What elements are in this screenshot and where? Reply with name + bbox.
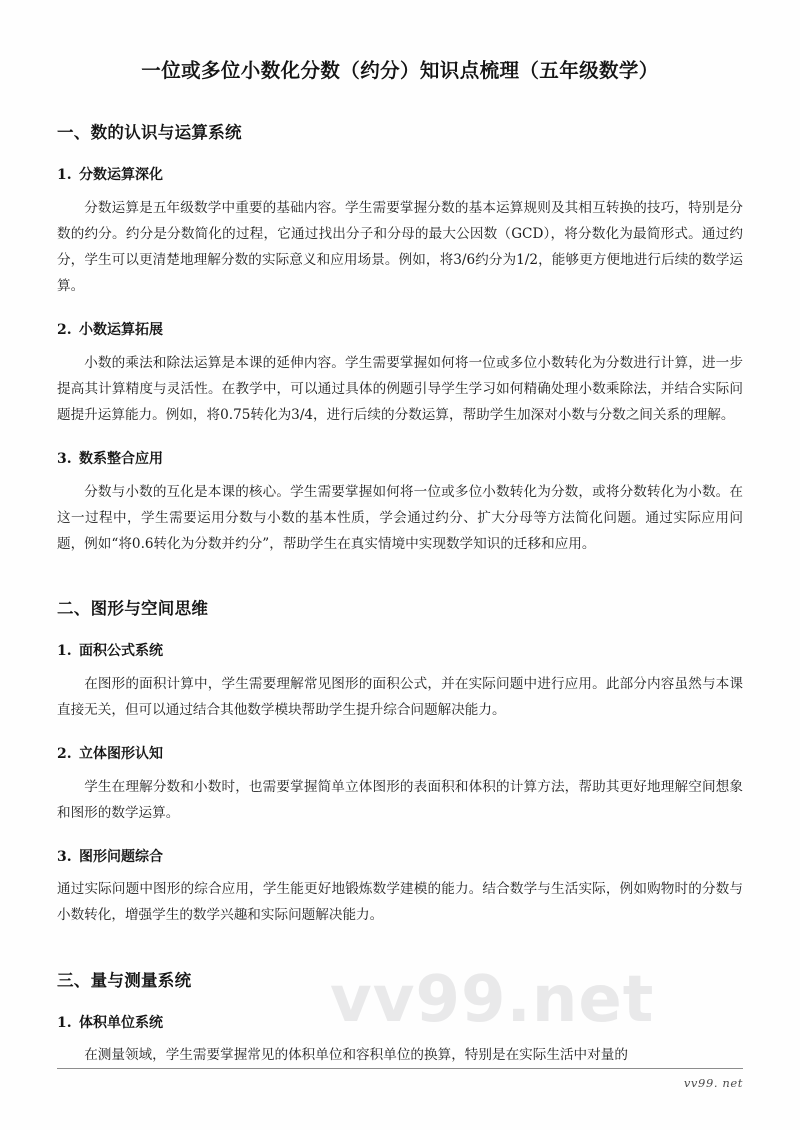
subsection-number: 3. xyxy=(57,848,72,865)
subsection-paragraph-3-1: 在测量领域，学生需要掌握常见的体积单位和容积单位的换算，特别是在实际生活中对量的 xyxy=(84,1047,628,1064)
watermark: vv99.net xyxy=(330,963,655,1037)
page-footer xyxy=(57,1068,743,1090)
section-heading-1: 一、数的认识与运算系统 xyxy=(57,123,242,143)
subsection-heading-1-1 xyxy=(57,144,743,186)
subsection-paragraph-1-1: 分数运算是五年级数学中重要的基础内容。学生需要掌握分数的基本运算规则及其相互转换的技巧，特别是分数的约分。约分是分数简化的过程，它通过找出分子和分母的最大公因数（GCD），将分数化为最简形式。通过约分，学生可以更清楚地理解分数的实际意义和应用场景。例如，将3/6约分为1/2，能够更方便地进行后续的数学运算。 xyxy=(57,199,743,295)
subsection-heading-1-3 xyxy=(57,428,743,470)
page-title: 一位或多位小数化分数（约分）知识点梳理（五年级数学） xyxy=(141,59,659,82)
subsection-paragraph-2-3: 通过实际问题中图形的综合应用，学生能更好地锻炼数学建模的能力。结合数学与生活实际，例如购物时的分数与小数转化，增强学生的数学兴趣和实际问题解决能力。 xyxy=(57,881,743,924)
subsection-paragraph-1-3: 分数与小数的互化是本课的核心。学生需要掌握如何将一位或多位小数转化为分数，或将分数转化为小数。在这一过程中，学生需要运用分数与小数的基本性质，学会通过约分、扩大分母等方法简化问题。通过实际应用问题，例如“将0.6转化为分数并约分”，帮助学生在真实情境中实现数学知识的迁移和应用。 xyxy=(57,483,743,552)
subsection-title: 面积公式系统 xyxy=(79,643,163,660)
subsection-heading-1-2 xyxy=(57,299,743,341)
subsection-number: 2. xyxy=(57,745,72,762)
subsection-number: 3. xyxy=(57,451,72,468)
subsection-heading-2-2 xyxy=(57,723,743,765)
subsection-title: 分数运算深化 xyxy=(79,167,163,184)
footer-site-label: vv99. net xyxy=(683,1076,743,1090)
subsection-title: 数系整合应用 xyxy=(79,451,163,468)
subsection-paragraph-2-1: 在图形的面积计算中，学生需要理解常见图形的面积公式，并在实际问题中进行应用。此部分内容虽然与本课直接无关，但可以通过结合其他数学模块帮助学生提升综合问题解决能力。 xyxy=(57,675,743,718)
section-heading-2: 二、图形与空间思维 xyxy=(57,599,209,619)
subsection-title: 小数运算拓展 xyxy=(79,322,163,339)
subsection-heading-3-1 xyxy=(57,992,743,1034)
subsection-number: 1. xyxy=(57,643,72,660)
subsection-title: 图形问题综合 xyxy=(79,848,163,865)
subsection-title: 立体图形认知 xyxy=(79,745,163,762)
subsection-heading-2-1 xyxy=(57,620,743,662)
subsection-title: 体积单位系统 xyxy=(79,1014,163,1031)
subsection-number: 1. xyxy=(57,167,72,184)
subsection-paragraph-2-2: 学生在理解分数和小数时，也需要掌握简单立体图形的表面积和体积的计算方法，帮助其更好地理解空间想象和图形的数学运算。 xyxy=(57,778,743,821)
subsection-number: 2. xyxy=(57,322,72,339)
document-content xyxy=(57,0,743,1068)
section-heading-3: 三、量与测量系统 xyxy=(57,970,192,990)
subsection-heading-2-3 xyxy=(57,826,743,868)
subsection-paragraph-1-2: 小数的乘法和除法运算是本课的延伸内容。学生需要掌握如何将一位或多位小数转化为分数进行计算，进一步提高其计算精度与灵活性。在教学中，可以通过具体的例题引导学生学习如何精确处理小数乘除法，并结合实际问题提升运算能力。例如，将0.75转化为3/4，进行后续的分数运算，帮助学生加深对小数与分数之间关系的理解。 xyxy=(57,354,743,424)
subsection-number: 1. xyxy=(57,1014,72,1031)
